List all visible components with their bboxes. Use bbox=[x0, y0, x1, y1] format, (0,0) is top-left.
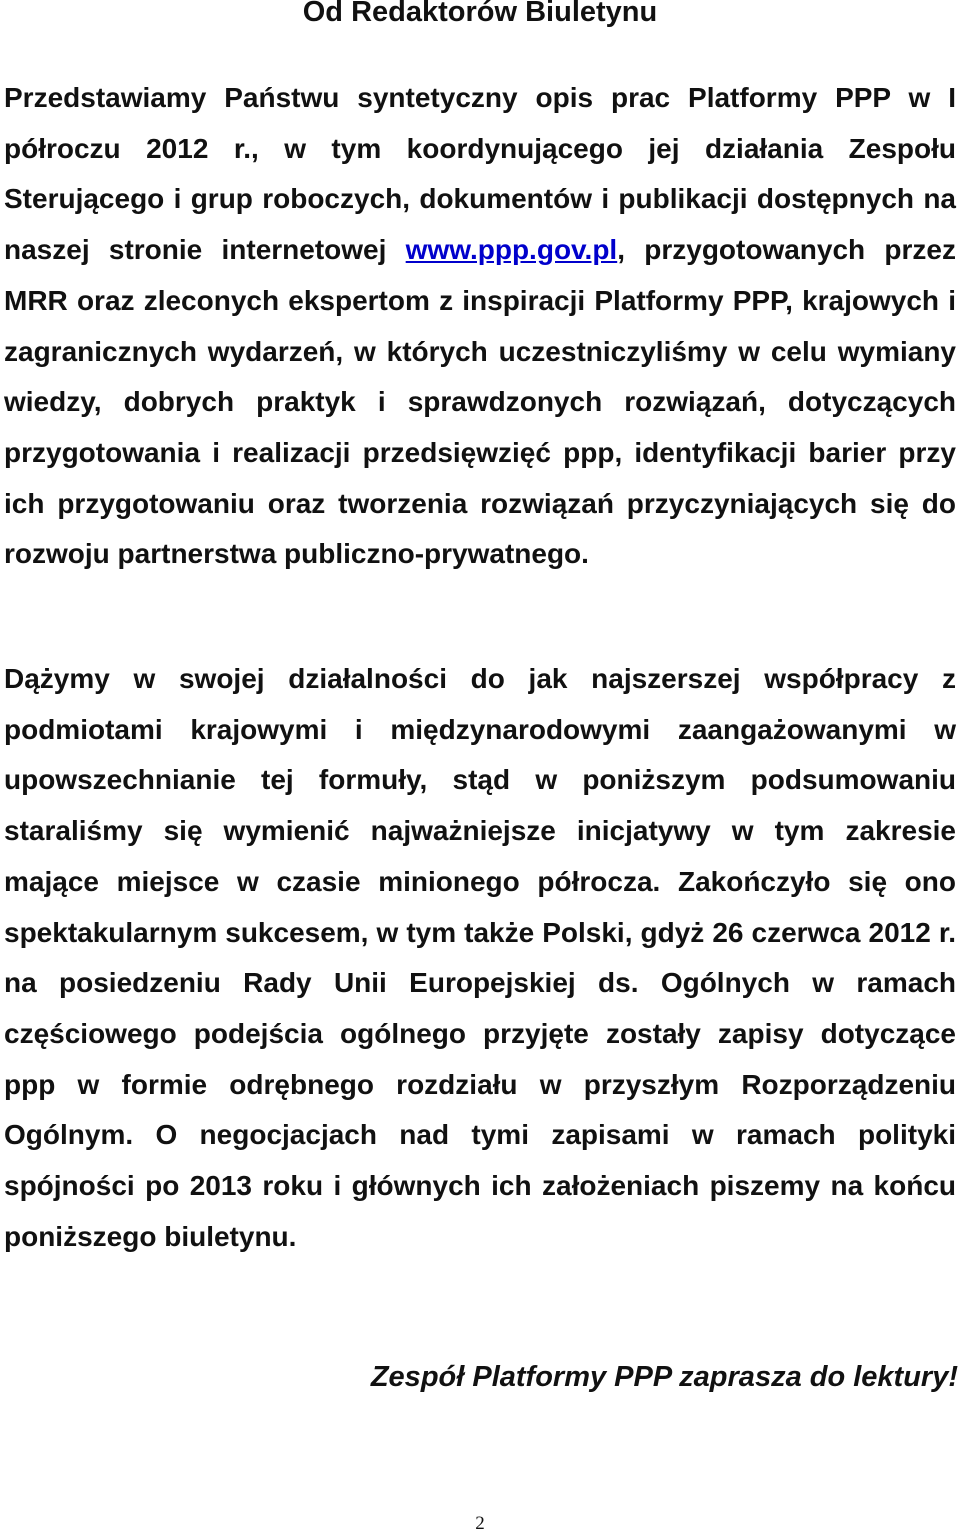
website-link[interactable]: www.ppp.gov.pl bbox=[405, 234, 618, 266]
intro-text-start: Przedstawiamy Państwu syntetyczny opis prac Platformy PPP w I półroczu 2012 r., w tym koordynującego jej działania Zespołu Sterującego i grup roboczych, dokumentów i publikacji dostępnych na naszej stronie internetowej bbox=[4, 82, 956, 266]
cooperation-paragraph: Dążymy w swojej działalności do jak najszerszej współpracy z podmiotami krajowymi i międzynarodowymi zaangażowanymi w upowszechnianie tej formuły, stąd w poniższym podsumowaniu staraliśmy się wymienić najważniejsze inicjatywy w tym zakresie mające miejsce w czasie minionego półrocza. Zakończyło się ono spektakularnym sukcesem, w tym także Polski, gdyż 26 czerwca 2012 r. na posiedzeniu Rady Unii Europejskiej ds. Ogólnych w ramach częściowego podejścia ogólnego przyjęte zostały zapisy dotyczące ppp w formie odrębnego rozdziału w przyszłym Rozporządzeniu Ogólnym. O negocjacjach nad tymi zapisami w ramach polityki spójności po 2013 roku i głównych ich założeniach piszemy na końcu poniższego biuletynu. bbox=[4, 663, 956, 1252]
page-number: 2 bbox=[475, 1513, 485, 1534]
intro-text-end: , przygotowanych przez MRR oraz zleconych ekspertom z inspiracji Platformy PPP, krajowych i zagranicznych wydarzeń, w których uczestniczyliśmy w celu wymiany wiedzy, dobrych praktyk i sprawdzonych rozwiązań, dotyczących przygotowania i realizacji przedsięwzięć ppp, identyfikacji barier przy ich przygotowaniu oraz tworzenia rozwiązań przyczyniających się do rozwoju partnerstwa publiczno-prywatnego. bbox=[4, 234, 956, 570]
intro-paragraph bbox=[4, 73, 956, 580]
closing-invitation: Zespół Platformy PPP zaprasza do lektury! bbox=[370, 1361, 958, 1393]
document-title: Od Redaktorów Biuletynu bbox=[302, 0, 658, 28]
